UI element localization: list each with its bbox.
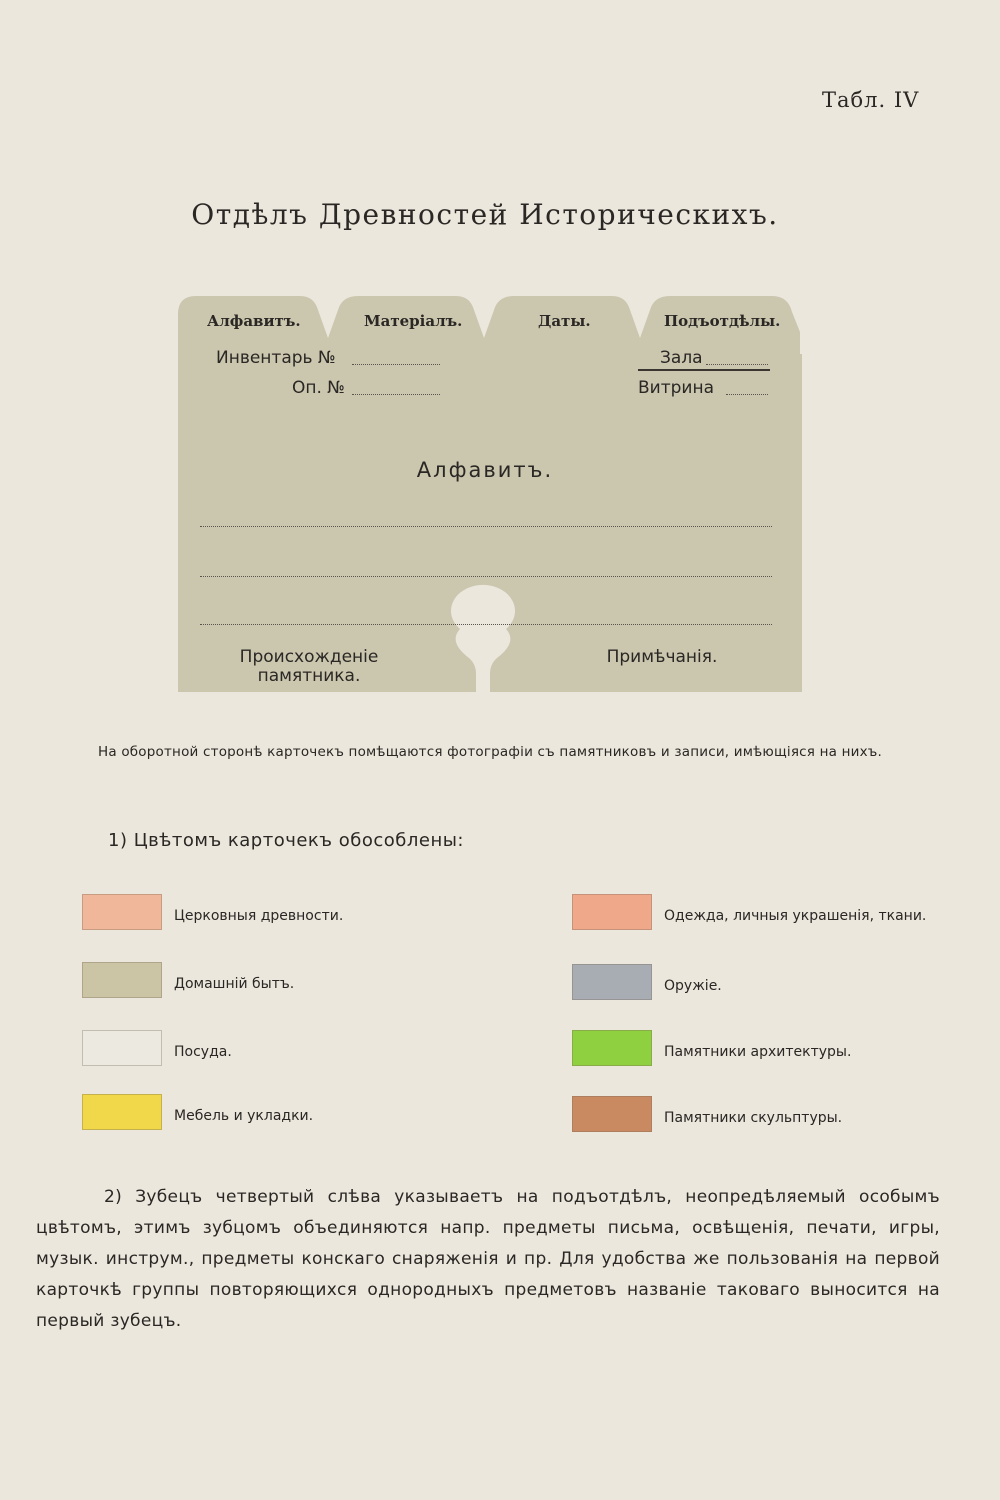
legend-swatch-furniture (82, 1094, 162, 1130)
legend-label-architecture: Памятники архитектуры. (664, 1044, 852, 1060)
inventory-field (352, 364, 440, 365)
legend-swatch-architecture (572, 1030, 652, 1066)
hall-field (706, 364, 768, 365)
legend-label-clothing: Одежда, личныя украшенія, ткани. (664, 908, 927, 924)
legend-label-household: Домашній бытъ. (174, 976, 295, 992)
legend-swatch-household (82, 962, 162, 998)
legend-label-furniture: Мебель и укладки. (174, 1108, 314, 1124)
showcase-field (726, 394, 768, 395)
legend-swatch-weapons (572, 964, 652, 1000)
card-heading: Алфавитъ. (416, 458, 554, 482)
card-origin-line2: памятника. (257, 666, 361, 686)
card-notes-label: Примѣчанія. (606, 647, 718, 667)
card-line-3 (200, 624, 772, 625)
legend-label-sculpture: Памятники скульптуры. (664, 1110, 843, 1126)
hall-underline (638, 369, 770, 371)
legend-swatch-dishes (82, 1030, 162, 1066)
legend-swatch-clothing (572, 894, 652, 930)
back-side-note: На оборотной сторонѣ карточекъ помѣщаются фотографіи съ памятниковъ и записи, имѣющіяся на нихъ. (98, 744, 882, 760)
legend-swatch-church (82, 894, 162, 930)
main-title: Отдѣлъ Древностей Историческихъ. (191, 198, 779, 231)
card-line-1 (200, 526, 772, 527)
hall-label: Зала (660, 348, 703, 368)
op-field (352, 394, 440, 395)
legend-label-weapons: Оружіе. (664, 978, 722, 994)
legend-swatch-sculpture (572, 1096, 652, 1132)
card-line-2 (200, 576, 772, 577)
inventory-label: Инвентарь № (216, 348, 336, 368)
card-tab-subdivisions: Подъотдѣлы. (664, 312, 781, 330)
card-origin-line1: Происхожденіе (239, 647, 379, 667)
showcase-label: Витрина (638, 378, 714, 398)
card-tab-alphabet: Алфавитъ. (207, 312, 301, 330)
legend-label-church: Церковныя древности. (174, 908, 344, 924)
card-origin-label (226, 648, 392, 686)
card-tab-material: Матеріалъ. (364, 312, 463, 330)
page-label: Табл. IV (822, 88, 920, 112)
paragraph-2: 2) Зубецъ четвертый слѣва указываетъ на подъотдѣлъ, неопредѣляемый особымъ цвѣтомъ, этимъ зубцомъ объединяются напр. предметы письма, освѣщенія, печати, игры, музык. инструм., предметы конскаго снаряженія и пр. Для удобства же пользованія на первой карточкѣ группы повторяющихся однородныхъ предметовъ названіе таковаго выносится на первый зубецъ. (36, 1187, 940, 1331)
op-label: Оп. № (292, 378, 345, 398)
colors-heading: 1) Цвѣтомъ карточекъ обособлены: (108, 830, 464, 851)
legend-label-dishes: Посуда. (174, 1044, 232, 1060)
card-tab-dates: Даты. (538, 312, 591, 330)
